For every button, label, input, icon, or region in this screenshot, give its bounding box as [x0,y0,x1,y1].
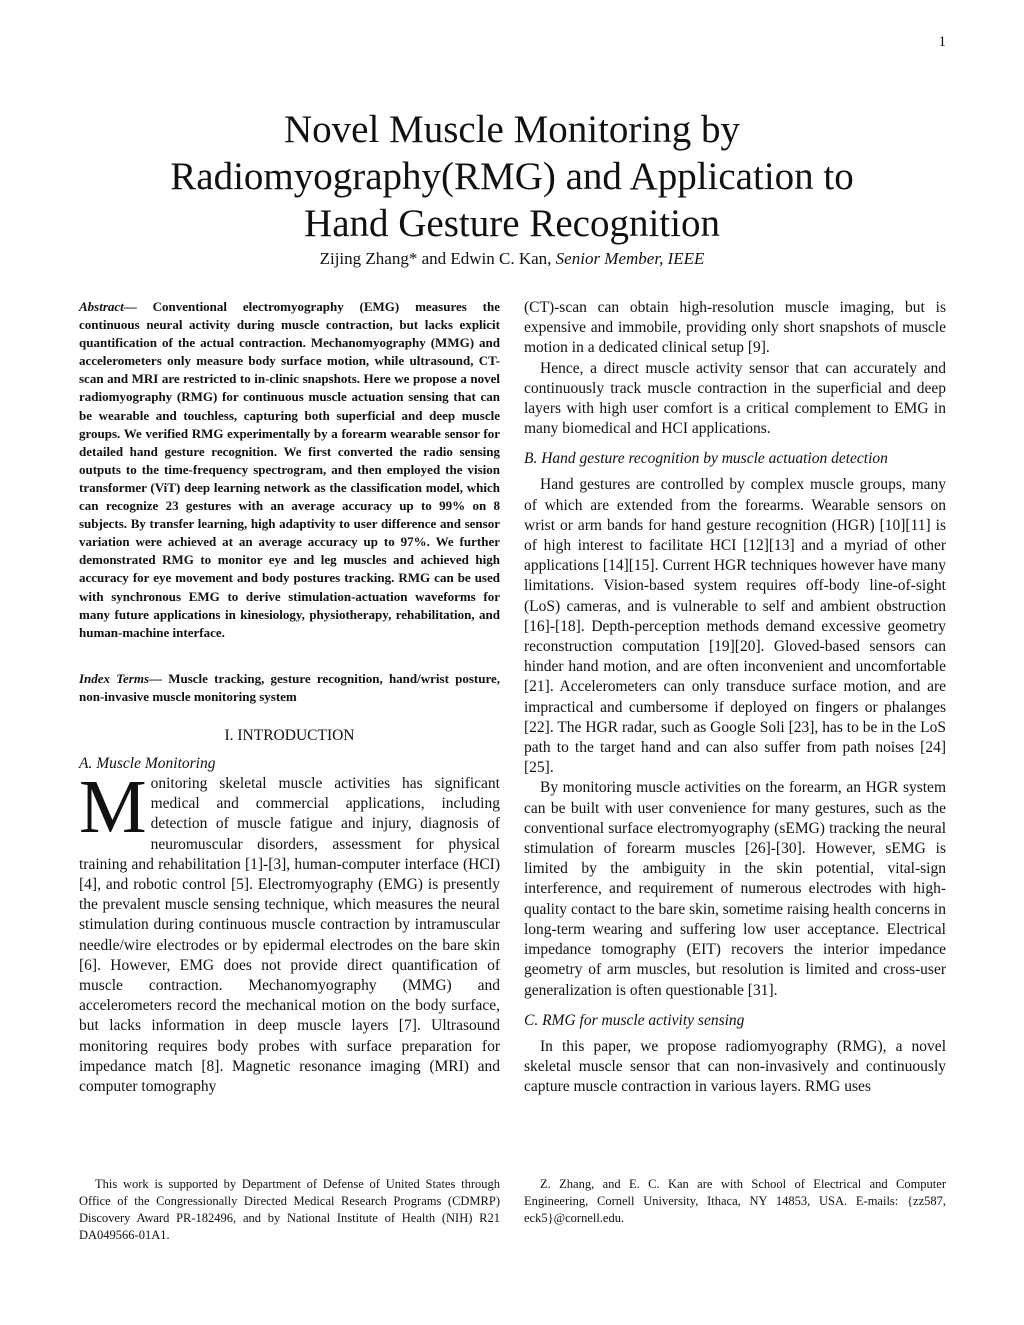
author-names: Zijing Zhang* and Edwin C. Kan, [319,249,552,268]
abstract-label: Abstract [79,299,124,314]
title-line-3: Hand Gesture Recognition [304,202,720,245]
title-line-2: Radiomyography(RMG) and Application to [170,155,854,198]
index-terms-label: Index Terms [79,670,150,686]
abstract [79,298,500,642]
footnote-affiliation: Z. Zhang, and E. C. Kan are with School of Electrical and Computer Engineering, Cornell University, Ithaca, NY 14853, USA. E-mails: {zz587, eck5}@cornell.edu. [524,1177,946,1225]
abstract-text: — Conventional electromyography (EMG) measures the continuous neural activity during muscle contraction, but lacks explicit quantification of the actual contraction. Mechanomyography (MMG) and accelerometers only measure body surface motion, while ultrasound, CT-scan and MRI are restricted to in-clinic snapshots. Here we propose a novel radiomyography (RMG) for continuous muscle actuation sensing that can be wearable and touchless, capturing both superficial and deep muscle groups. We verified RMG experimentally by a forearm wearable sensor for detailed hand gesture recognition. We first converted the radio sensing outputs to the time-frequency spectrogram, and then employed the vision transformer (ViT) deep learning network as the classification model, which can recognize 23 gestures with an average accuracy up to 99% on 8 subjects. By transfer learning, high adaptivity to user difference and sensor variation were achieved at an average accuracy up to 97%. We further demonstrated RMG to monitor eye and leg muscles and achieved high accuracy for eye movement and body postures tracking. RMG can be used with synchronous EMG to derive stimulation-actuation waveforms for many future applications in kinesiology, physiotherapy, rehabilitation, and human-machine interface. [79,299,500,640]
paragraph-b1: Hand gestures are controlled by complex muscle groups, many of which are extended from the forearms. Wearable sensors on wrist or arm bands for hand gesture recognition (HGR) [10][11] is of high interest to facilitate HCI [12][13] and a myriad of other applications [14][15]. Current HGR techniques however have many limitations. Vision-based system requires off-body line-of-sight (LoS) cameras, and is vulnerable to self and ambient obstruction [16]-[18]. Depth-perception methods demand excessive geometry reconstruction computation [19][20]. Gloved-based sensors can hinder hand motion, and are often inconvenient and uncomfortable [21]. Accelerometers can only transduce surface motion, and are impractical and cumbersome if deployed on fingers or phalanges [22]. The HGR radar, such as Google Soli [23], has to be in the LoS path to the target hand and can also suffer from path noises [24][25]. [524,476,946,777]
left-column [79,298,500,1097]
footnote-funding: This work is supported by Department of Defense of United States through Office of the Congressionally Directed Medical Research Programs (CDMRP) Discovery Award PR-182496, and by National Institute of Health (NIH) R21 DA049566-01A1. [79,1177,500,1242]
authors [0,249,1024,269]
page-number: 1 [938,34,946,50]
paper-title [0,106,1024,247]
author-affiliation: Senior Member, IEEE [555,249,705,268]
subsection-heading-c: C. RMG for muscle activity sensing [524,1011,745,1029]
paragraph-r2: Hence, a direct muscle activity sensor that can accurately and continuously track muscle contraction in the superficial and deep layers with high user comfort is a critical complement to EMG in many biomedical and HCI applications. [524,359,946,438]
subsection-heading-a: A. Muscle Monitoring [79,754,216,772]
paragraph-b2: By monitoring muscle activities on the forearm, an HGR system can be built with user convenience for many gestures, such as the conventional surface electromyography (sEMG) tracking the neural stimulation of forearm muscles [26]-[30]. However, sEMG is limited by the ambiguity in the skin potential, vital-sign interference, and requirement of numerous electrodes with high-quality contact to the bare skin, sometime raising health concerns in long-term wearing and suffering low user acceptance. Electrical impedance tomography (EIT) recovers the interior impedance geometry of arm muscles, but resolution is limited and cross-user generalization is often questionable [31]. [524,779,946,999]
index-terms-text: — Muscle tracking, gesture recognition, hand/wrist posture, non-invasive muscle monitoring system [79,670,501,704]
paragraph-a-text: onitoring skeletal muscle activities has significant medical and commercial applications, including detection of muscle fatigue and injury, diagnosis of neuromuscular disorders, assessment for physical training and rehabilitation [1]-[3], human-computer interface (HCI) [4], and robotic control [5]. Electromyography (EMG) is presently the prevalent muscle sensing technique, which measures the neural stimulation during continuous muscle contraction by intramuscular needle/wire electrodes or by epidermal electrodes on the bare skin [6]. However, EMG does not provide direct quantification of muscle contraction. Mechanomyography (MMG) and accelerometers record the mechanical motion on the body surface, but lacks information in deep muscle layers [7]. Ultrasound monitoring requires body probes with surface preparation for impedance match [8]. Magnetic resonance imaging (MRI) and computer tomography [79,774,500,1096]
title-line-1: Novel Muscle Monitoring by [283,108,741,151]
right-column [524,298,946,1097]
paragraph-r1: (CT)-scan can obtain high-resolution muscle imaging, but is expensive and immobile, providing only short snapshots of muscle motion in a dedicated clinical setup [9]. [524,299,946,357]
section-heading-introduction: I. INTRODUCTION [224,726,355,744]
drop-cap: M [79,764,147,849]
paragraph-muscle-monitoring [79,764,500,1097]
index-terms [79,670,500,706]
paragraph-c: In this paper, we propose radiomyography (RMG), a novel skeletal muscle sensor that can non-invasively and continuously capture muscle contraction in various layers. RMG uses [524,1037,946,1096]
subsection-heading-b: B. Hand gesture recognition by muscle actuation detection [524,450,888,468]
